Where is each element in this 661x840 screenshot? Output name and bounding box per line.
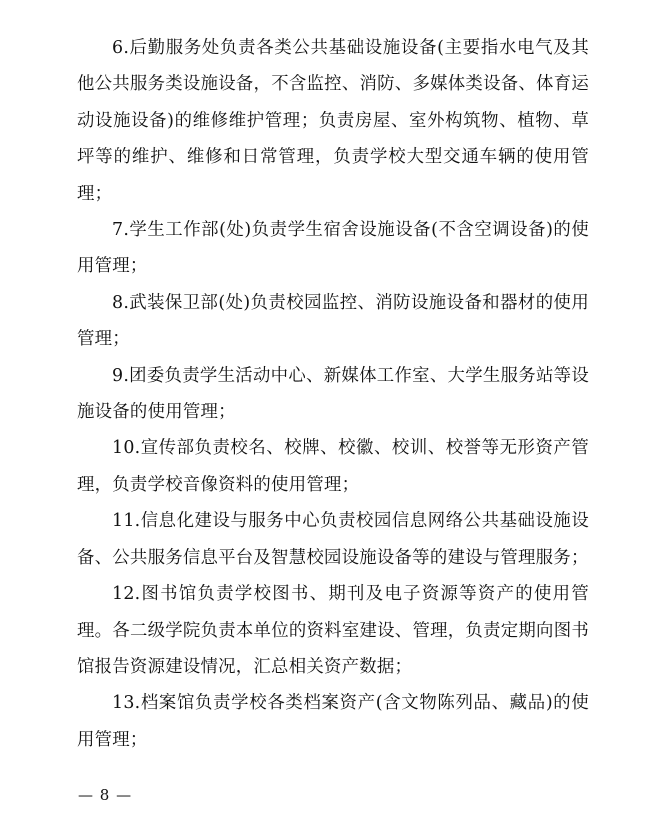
- paragraph-item-6: 6.后勤服务处负责各类公共基础设施设备(主要指水电气及其他公共服务类设施设备，不含监控、消防、多媒体类设备、体育运动设施设备)的维修维护管理；负责房屋、室外构筑物、植物、草坪等的维护、维修和日常管理，负责学校大型交通车辆的使用管理；: [77, 38, 589, 204]
- paragraph-item-10: 10.宣传部负责校名、校牌、校徽、校训、校誉等无形资产管理，负责学校音像资料的使用管理；: [77, 438, 589, 495]
- paragraph-item-7: 7.学生工作部(处)负责学生宿舍设施设备(不含空调设备)的使用管理；: [77, 220, 589, 277]
- paragraph-item-11: 11.信息化建设与服务中心负责校园信息网络公共基础设施设备、公共服务信息平台及智慧校园设施设备等的建设与管理服务；: [77, 511, 589, 568]
- body-text: [77, 30, 589, 758]
- page-number: — 8 —: [78, 786, 133, 804]
- paragraph-item-8: 8.武装保卫部(处)负责校园监控、消防设施设备和器材的使用管理；: [77, 292, 589, 350]
- paragraph-item-12: 12.图书馆负责学校图书、期刊及电子资源等资产的使用管理。各二级学院负责本单位的资料室建设、管理，负责定期向图书馆报告资源建设情况，汇总相关资产数据；: [77, 584, 589, 677]
- paragraph-item-9: 9.团委负责学生活动中心、新媒体工作室、大学生服务站等设施设备的使用管理；: [77, 365, 589, 423]
- paragraph-item-13: 13.档案馆负责学校各类档案资产(含文物陈列品、藏品)的使用管理；: [77, 693, 589, 750]
